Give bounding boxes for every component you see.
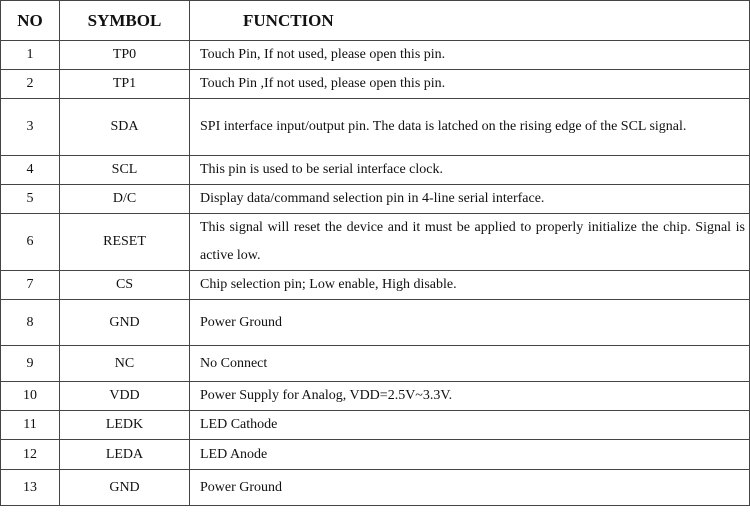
- pin-symbol: RESET: [60, 214, 190, 271]
- pin-function: SPI interface input/output pin. The data is latched on the rising edge of the SCL signal.: [190, 99, 750, 156]
- pin-number: 8: [1, 300, 60, 346]
- pin-symbol: D/C: [60, 185, 190, 214]
- pin-symbol: VDD: [60, 382, 190, 411]
- pin-number: 6: [1, 214, 60, 271]
- table-row: [1, 470, 750, 506]
- table-row: [1, 382, 750, 411]
- pin-function: Power Supply for Analog, VDD=2.5V~3.3V.: [190, 382, 750, 411]
- pin-symbol: TP0: [60, 41, 190, 70]
- table-header-row: [1, 1, 750, 41]
- column-header-function: FUNCTION: [190, 1, 750, 41]
- column-header-symbol: SYMBOL: [60, 1, 190, 41]
- pin-number: 13: [1, 470, 60, 506]
- pin-symbol: CS: [60, 271, 190, 300]
- pin-number: 11: [1, 411, 60, 440]
- pin-number: 3: [1, 99, 60, 156]
- pin-number: 4: [1, 156, 60, 185]
- pin-number: 2: [1, 70, 60, 99]
- pin-symbol: GND: [60, 470, 190, 506]
- pin-symbol: LEDK: [60, 411, 190, 440]
- pin-symbol: SDA: [60, 99, 190, 156]
- pin-function: Touch Pin ,If not used, please open this pin.: [190, 70, 750, 99]
- table-row: [1, 300, 750, 346]
- pin-function: Power Ground: [190, 300, 750, 346]
- table-row: [1, 440, 750, 470]
- pin-function: Chip selection pin; Low enable, High disable.: [190, 271, 750, 300]
- pin-function: LED Anode: [190, 440, 750, 470]
- pin-number: 12: [1, 440, 60, 470]
- table-row: [1, 271, 750, 300]
- table-row: [1, 185, 750, 214]
- pin-function: LED Cathode: [190, 411, 750, 440]
- pin-function: No Connect: [190, 346, 750, 382]
- pin-number: 1: [1, 41, 60, 70]
- pin-symbol: TP1: [60, 70, 190, 99]
- table-row: [1, 346, 750, 382]
- table-row: [1, 41, 750, 70]
- pin-symbol: NC: [60, 346, 190, 382]
- pin-symbol: LEDA: [60, 440, 190, 470]
- pin-function: This signal will reset the device and it must be applied to properly initialize the chip. Signal is active low.: [190, 214, 750, 271]
- pin-number: 9: [1, 346, 60, 382]
- pin-symbol: GND: [60, 300, 190, 346]
- pin-function: Display data/command selection pin in 4-line serial interface.: [190, 185, 750, 214]
- pin-number: 5: [1, 185, 60, 214]
- pin-function: Touch Pin, If not used, please open this pin.: [190, 41, 750, 70]
- pin-number: 10: [1, 382, 60, 411]
- table-row: [1, 156, 750, 185]
- column-header-no: NO: [1, 1, 60, 41]
- table-row: [1, 214, 750, 271]
- table-row: [1, 70, 750, 99]
- pin-function: Power Ground: [190, 470, 750, 506]
- pin-number: 7: [1, 271, 60, 300]
- table-row: [1, 99, 750, 156]
- pin-symbol: SCL: [60, 156, 190, 185]
- table-row: [1, 411, 750, 440]
- pin-function: This pin is used to be serial interface clock.: [190, 156, 750, 185]
